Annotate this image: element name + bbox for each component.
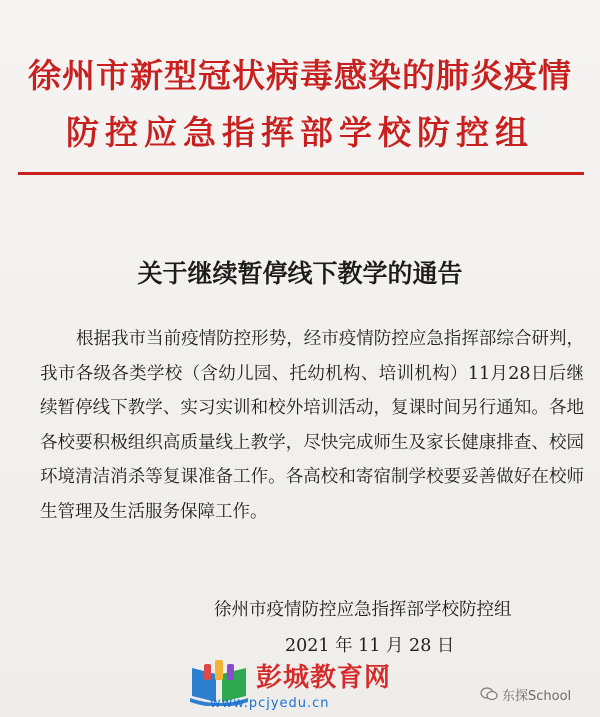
notice-body xyxy=(40,322,584,529)
notice-paragraph: 根据我市当前疫情防控形势，经市疫情防控应急指挥部综合研判，我市各级各类学校（含幼儿园、托幼机构、培训机构）11月28日后继续暂停线下教学、实习实训和校外培训活动，复课时间另行通知。各地各校要积极组织高质量线上教学，尽快完成师生及家长健康排查、校园环境清洁消杀等复课准备工作。各高校和寄宿制学校要妥善做好在校师生管理及生活服务保障工作。 xyxy=(40,329,584,522)
notice-date: 2021 年 11 月 28 日 xyxy=(285,636,455,656)
notice-signature: 徐州市疫情防控应急指挥部学校防控组 xyxy=(214,600,512,620)
watermark-url: www.pcjyedu.cn xyxy=(210,696,330,711)
wechat-label: 东探School xyxy=(502,688,572,704)
notice-title: 关于继续暂停线下教学的通告 xyxy=(137,259,463,288)
wechat-watermark xyxy=(480,683,600,705)
wechat-icon xyxy=(480,687,498,701)
issuer-header-line1: 徐州市新型冠状病毒感染的肺炎疫情 xyxy=(28,56,572,95)
red-divider xyxy=(18,172,584,175)
issuer-header-line2: 防控应急指挥部学校防控组 xyxy=(66,113,534,152)
watermark-brand: 彭城教育网 xyxy=(256,663,392,693)
